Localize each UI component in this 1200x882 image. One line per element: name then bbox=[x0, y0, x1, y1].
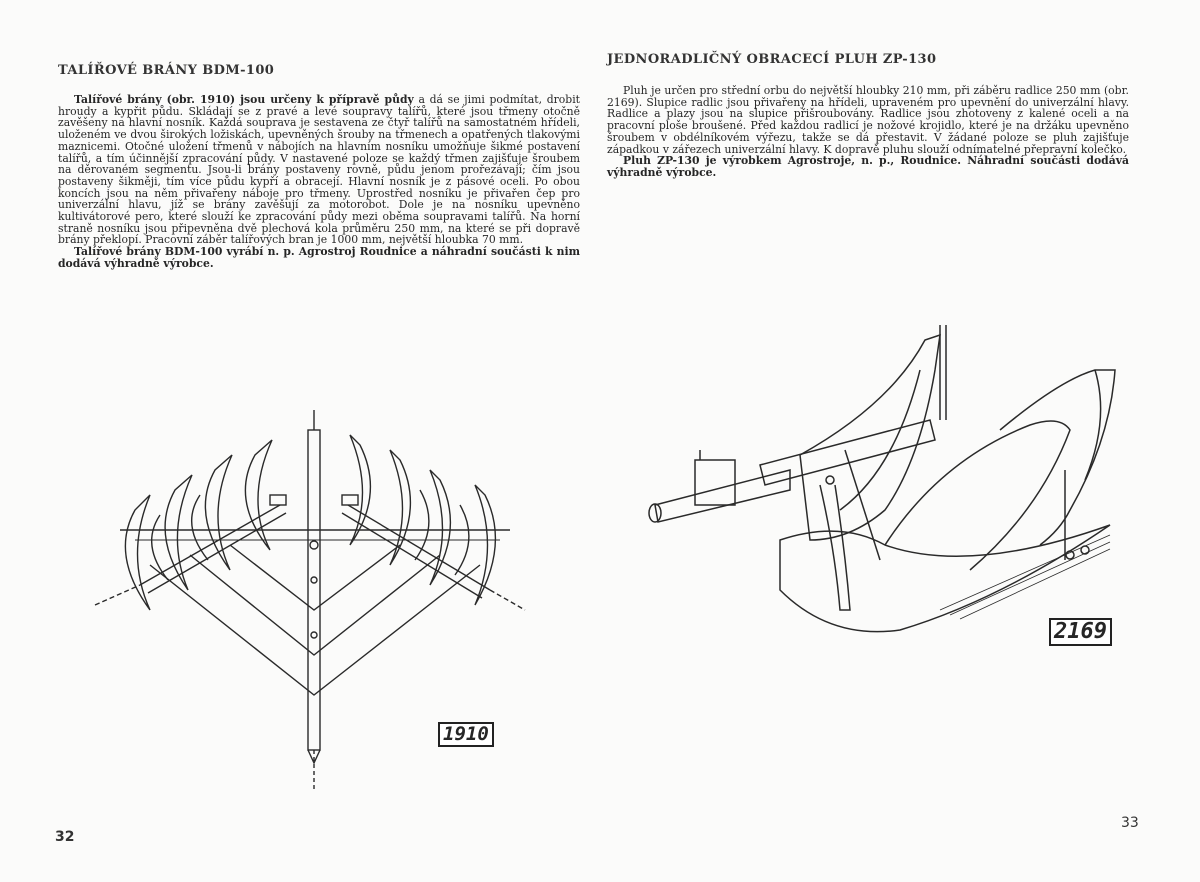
page-number-left: 32 bbox=[55, 829, 75, 845]
left-paragraph-1-lead: Talířové brány (obr. 1910) jsou určeny k přípravě půdy bbox=[74, 93, 414, 106]
left-paragraph-1 bbox=[58, 94, 580, 246]
figure-number-1910: 1910 bbox=[438, 722, 494, 747]
left-page-body bbox=[58, 94, 580, 270]
left-paragraph-1-rest: a dá se jimi podmítat, drobit hroudy a kypřit půdu. Skládají se z pravé a levé soupravy talířů, které jsou třmeny otočně zavěšeny na hlavní nosník. Každá souprava je sestavena ze čtyř talířů na samostatném hřídeli, uloženém ve dvou širokých ložiskách, upevněných šrouby na třmenech a opatřených tlakovými maznicemi. Otočné uložení třmenů v nábojích na hlavním nosníku umožňuje šikmé postavení talířů, a tím účinnější zpracování půdy. V nastavené poloze se každý třmen zajišťuje šroubem na děrovaném segmentu. Jsou-li brány postaveny rovně, půdu jenom prořezávají; čím jsou postaveny šikměji, tím více půdu kypří a obracejí. Hlavní nosník je z pásové oceli. Po obou koncích jsou na něm přivařeny náboje pro třmeny. Uprostřed nosníku je přivařen čep pro univerzální hlavu, jíž se brány zavěšují za motorobot. Dole je na nosníku upevněno kultivátorové pero, které slouží ke zpracování půdy mezi oběma soupravami talířů. Na horní straně nosníku jsou připevněna dvě plechová kola průměru 250 mm, na které se při dopravě brány překlopí. Pracovní záběr talířových bran je 1000 mm, největší hloubka 70 mm. bbox=[58, 93, 581, 247]
reversible-plough-illustration bbox=[640, 310, 1200, 665]
right-page-body bbox=[607, 85, 1129, 179]
left-paragraph-2-text: Talířové brány BDM-100 vyrábí n. p. Agrostroj Roudnice a náhradní součásti k nim dodává výhradně výrobce. bbox=[58, 245, 580, 270]
left-paragraph-2 bbox=[58, 246, 580, 269]
right-paragraph-2 bbox=[607, 155, 1129, 178]
right-paragraph-1: Pluh je určen pro střední orbu do největší hloubky 210 mm, při záběru radlice 250 mm (obr. 2169). Slupice radlic jsou přivařeny na hřídeli, upraveném pro upevnění do univerzální hlavy. Radlice a plazy jsou na slupice přišroubovány. Radlice jsou zhotoveny z kalené oceli a na pracovní ploše broušené. Před každou radlicí je nožové krojidlo, které je na držáku upevněno šroubem v obdélníkovém výřezu, takže se dá přestavit. V žádané poloze se pluh zajišťuje západkou v zářezech univerzální hlavy. K dopravě pluhu slouží odnímatelné přepravní kolečko. bbox=[607, 84, 1129, 156]
page-number-right: 33 bbox=[1121, 815, 1139, 831]
figure-number-2169: 2169 bbox=[1049, 618, 1112, 646]
left-page-title: TALÍŘOVÉ BRÁNY BDM-100 bbox=[58, 63, 275, 78]
right-paragraph-2-text: Pluh ZP-130 je výrobkem Agrostroje, n. p., Roudnice. Náhradní součásti dodává výhradně výrobce. bbox=[607, 154, 1129, 179]
right-page-title: JEDNORADLIČNÝ OBRACECÍ PLUH ZP-130 bbox=[607, 52, 937, 67]
right-page bbox=[600, 0, 1200, 882]
